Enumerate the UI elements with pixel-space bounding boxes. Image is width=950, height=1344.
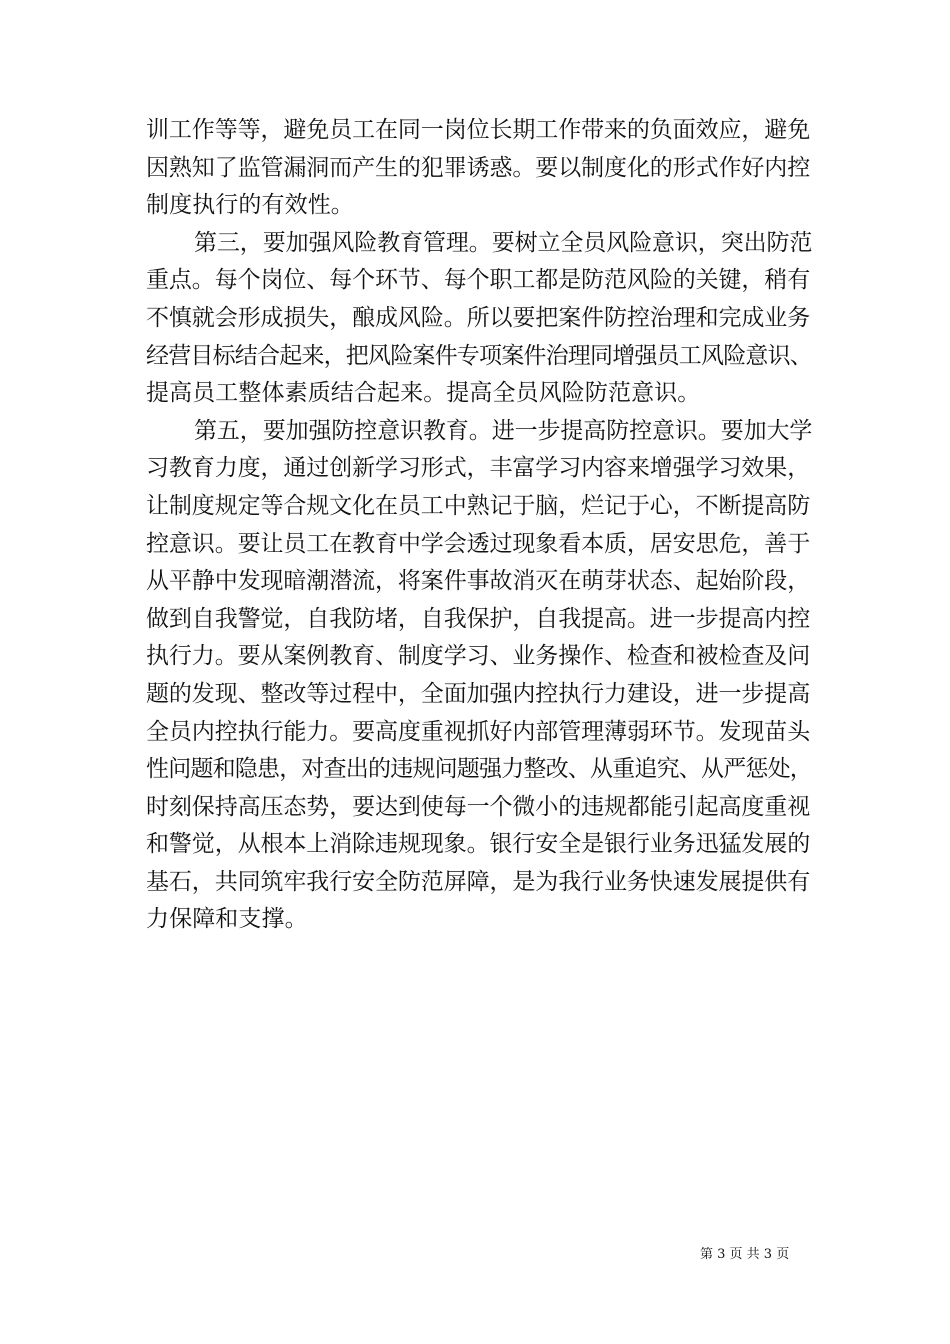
text-line: 从平静中发现暗潮潜流，将案件事故消灭在萌芽状态、起始阶段， (146, 568, 811, 595)
text-line: 全员内控执行能力。要高度重视抓好内部管理薄弱环节。发现苗头 (146, 718, 811, 745)
text-line: 提高员工整体素质结合起来。提高全员风险防范意识。 (146, 380, 701, 407)
text-line: 习教育力度，通过创新学习形式，丰富学习内容来增强学习效果， (146, 455, 811, 482)
text-line: 时刻保持高压态势，要达到使每一个微小的违规都能引起高度重视 (146, 793, 811, 820)
text-line: 做到自我警觉，自我防堵，自我保护，自我提高。进一步提高内控 (146, 605, 811, 632)
text-line: 不慎就会形成损失，酿成风险。所以要把案件防控治理和完成业务 (146, 304, 811, 331)
page-number-footer: 第 3 页 共 3 页 (700, 1247, 790, 1262)
text-line: 控意识。要让员工在教育中学会透过现象看本质，居安思危，善于 (146, 530, 811, 557)
text-line: 训工作等等，避免员工在同一岗位长期工作带来的负面效应，避免 (146, 117, 811, 143)
text-line: 题的发现、整改等过程中，全面加强内控执行力建设，进一步提高 (146, 680, 811, 707)
text-line: 基石，共同筑牢我行安全防范屏障，是为我行业务快速发展提供有 (146, 868, 811, 895)
text-line: 因熟知了监管漏洞而产生的犯罪诱惑。要以制度化的形式作好内控 (146, 154, 811, 181)
document-body (146, 112, 812, 939)
text-line: 制度执行的有效性。 (146, 192, 354, 219)
text-line: 执行力。要从案例教育、制度学习、业务操作、检查和被检查及问 (146, 643, 811, 670)
text-line: 力保障和支撑。 (146, 906, 308, 933)
text-line: 重点。每个岗位、每个环节、每个职工都是防范风险的关键，稍有 (146, 267, 811, 294)
paragraph-first-line: 第五，要加强防控意识教育。进一步提高防控意识。要加大学 (194, 417, 813, 444)
text-line: 让制度规定等合规文化在员工中熟记于脑，烂记于心，不断提高防 (146, 492, 811, 519)
text-line: 和警觉，从根本上消除违规现象。银行安全是银行业务迅猛发展的 (146, 831, 811, 858)
paragraph-first-line: 第三，要加强风险教育管理。要树立全员风险意识，突出防范 (194, 229, 813, 256)
text-line: 性问题和隐患，对查出的违规问题强力整改、从重追究、从严惩处， (146, 756, 813, 783)
text-line: 经营目标结合起来，把风险案件专项案件治理同增强员工风险意识、 (146, 342, 813, 369)
